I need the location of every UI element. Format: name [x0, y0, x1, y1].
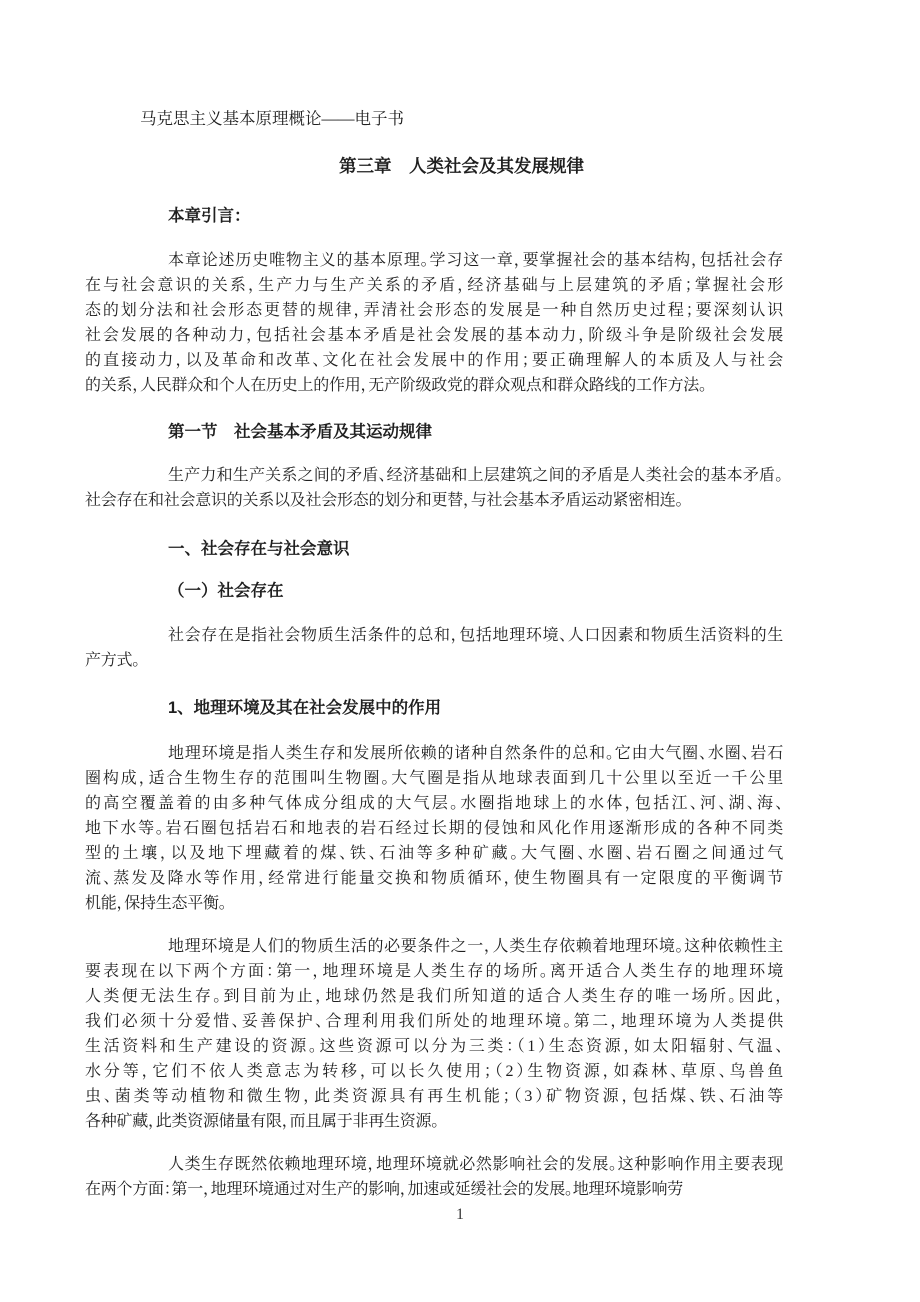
paragraph-section1-intro [85, 463, 783, 513]
heading-section-1: 第一节 社会基本矛盾及其运动规律 [168, 423, 432, 441]
text-line: 的高空覆盖着的由多种气体成分组成的大气层。水圈指地球上的水体，包括江、河、湖、海、 [85, 795, 783, 812]
text-line: 生产力和生产关系之间的矛盾、经济基础和上层建筑之间的矛盾是人类社会的基本矛盾。 [168, 467, 783, 484]
document-header: 马克思主义基本原理概论——电子书 [140, 109, 404, 128]
text-line: 地下水等。岩石圈包括岩石和地表的岩石经过长期的侵蚀和风化作用逐渐形成的各种不同类 [85, 820, 783, 837]
text-line: 圈构成，适合生物生存的范围叫生物圈。大气圈是指从地球表面到几十公里以至近一千公里 [85, 770, 783, 787]
heading-sub1-social-existence-consciousness: 一、社会存在与社会意识 [168, 540, 350, 558]
text-line: 的直接动力，以及革命和改革、文化在社会发展中的作用；要正确理解人的本质及人与社会 [85, 352, 783, 369]
heading-point1-geographic-environment: 1、地理环境及其在社会发展中的作用 [168, 699, 442, 717]
text-line: 机能，保持生态平衡。 [85, 895, 227, 912]
paragraph-geo-influence [85, 1152, 783, 1202]
chapter-title: 第三章 人类社会及其发展规律 [339, 156, 584, 176]
paragraph-social-existence [85, 623, 783, 673]
text-line: 我们必须十分爱惜、妥善保护、合理利用我们所处的地理环境。第二，地理环境为人类提供 [85, 1013, 783, 1030]
text-line: 各种矿藏，此类资源储量有限，而且属于非再生资源。 [85, 1113, 440, 1130]
text-line: 社会存在和社会意识的关系以及社会形态的划分和更替，与社会基本矛盾运动紧密相连。 [85, 492, 684, 509]
text-line: 在与社会意识的关系，生产力与生产关系的矛盾，经济基础与上层建筑的矛盾；掌握社会形 [85, 277, 783, 294]
text-line: 虫、菌类等动植物和微生物，此类资源具有再生机能；（3）矿物资源，包括煤、铁、石油等 [85, 1088, 783, 1105]
text-line: 态的划分法和社会形态更替的规律，弄清社会形态的发展是一种自然历史过程；要深刻认识 [85, 302, 783, 319]
text-line: 产方式。 [85, 652, 141, 669]
paragraph-geo-composition [85, 741, 783, 916]
text-line: 的关系，人民群众和个人在历史上的作用，无产阶级政党的群众观点和群众路线的工作方法。 [85, 377, 707, 394]
text-line: 在两个方面：第一，地理环境通过对生产的影响，加速或延缓社会的发展。地理环境影响劳 [85, 1181, 684, 1198]
text-line: 社会发展的各种动力，包括社会基本矛盾是社会发展的基本动力，阶级斗争是阶级社会发展 [85, 327, 783, 344]
text-line: 人类生存既然依赖地理环境，地理环境就必然影响社会的发展。这种影响作用主要表现 [168, 1156, 783, 1173]
text-line: 水分等，它们不依人类意志为转移，可以长久使用；（2）生物资源，如森林、草原、鸟兽鱼 [85, 1063, 783, 1080]
paragraph-geo-dependence [85, 934, 783, 1134]
paragraph-chapter-intro [85, 248, 783, 398]
text-line: 社会存在是指社会物质生活条件的总和，包括地理环境、人口因素和物质生活资料的生 [168, 627, 783, 644]
text-line: 地理环境是人们的物质生活的必要条件之一，人类生存依赖着地理环境。这种依赖性主 [168, 938, 783, 955]
text-line: 地理环境是指人类生存和发展所依赖的诸种自然条件的总和。它由大气圈、水圈、岩石 [168, 745, 783, 762]
page-number: 1 [456, 1206, 464, 1223]
text-line: 人类便无法生存。到目前为止，地球仍然是我们所知道的适合人类生存的唯一场所。因此， [85, 988, 783, 1005]
text-line: 要表现在以下两个方面：第一，地理环境是人类生存的场所。离开适合人类生存的地理环境 [85, 963, 783, 980]
text-line: 本章论述历史唯物主义的基本原理。学习这一章，要掌握社会的基本结构，包括社会存 [168, 252, 783, 269]
text-line: 型的土壤，以及地下埋藏着的煤、铁、石油等多种矿藏。大气圈、水圈、岩石圈之间通过气 [85, 845, 783, 862]
heading-sub1-1-social-existence: （一）社会存在 [168, 582, 284, 600]
text-line: 生活资料和生产建设的资源。这些资源可以分为三类：（1）生态资源，如太阳辐射、气温、 [85, 1038, 783, 1055]
text-line: 流、蒸发及降水等作用，经常进行能量交换和物质循环，使生物圈具有一定限度的平衡调节 [85, 870, 783, 887]
heading-chapter-intro-label: 本章引言： [168, 207, 251, 225]
